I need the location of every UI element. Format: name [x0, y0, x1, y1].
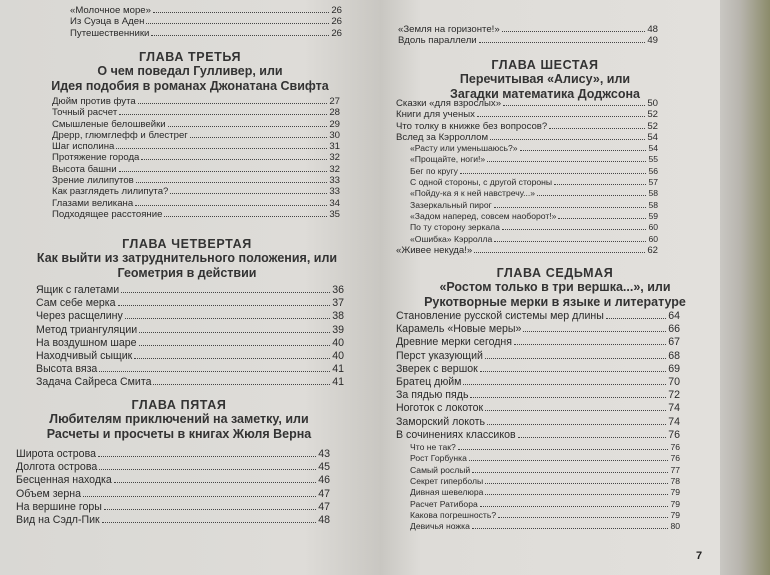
toc-entry-label: Объем зерна	[16, 487, 81, 500]
leader-dots	[487, 424, 666, 425]
toc-entry-label: «Живее некуда!»	[396, 244, 473, 256]
toc-entry-page: 26	[331, 27, 342, 39]
toc-entry	[396, 154, 658, 165]
leader-dots	[99, 469, 316, 470]
toc-entry	[52, 141, 340, 152]
chapter-heading: ГЛАВА СЕДЬМАЯ	[496, 266, 614, 280]
leader-dots	[549, 128, 645, 129]
toc-entry	[396, 487, 680, 498]
leader-dots	[125, 318, 330, 319]
leader-dots	[537, 195, 646, 196]
leader-dots	[102, 522, 317, 523]
toc-entry	[396, 453, 680, 464]
chapter6-entries	[396, 98, 658, 256]
toc-entry-label: Подходящее расстояние	[52, 208, 163, 220]
toc-entry-label: Широта острова	[16, 448, 96, 460]
toc-entry-page: 79	[670, 509, 680, 520]
leader-dots	[485, 483, 668, 484]
chapter3-header	[40, 50, 340, 94]
toc-entry-page: 27	[329, 96, 340, 107]
leader-dots	[498, 517, 668, 518]
toc-entry	[52, 175, 340, 186]
toc-entry-page: 79	[670, 487, 680, 498]
toc-entry-page: 39	[332, 323, 344, 336]
toc-entry	[396, 132, 658, 143]
toc-entry-label: Перст указующий	[396, 349, 483, 362]
toc-entry	[398, 35, 658, 46]
toc-entry	[396, 177, 658, 188]
toc-entry-label: Сказки «для взрослых»	[396, 98, 502, 109]
leader-dots	[477, 116, 645, 117]
toc-entry-label: Метод триангуляции	[36, 323, 138, 336]
leader-dots	[99, 371, 330, 372]
toc-entry	[70, 28, 342, 39]
toc-entry	[36, 337, 344, 350]
toc-entry-page: 74	[668, 402, 680, 415]
toc-entry	[36, 376, 344, 389]
toc-entry-label: Шаг исполина	[52, 141, 115, 153]
toc-entry-page: 33	[329, 186, 340, 198]
toc-entry-label: Смышленые белошвейки	[52, 118, 166, 130]
chapter-title-line: «Ростом только в три вершка...», или	[439, 280, 671, 294]
toc-entry-label: Глазами великана	[52, 197, 134, 209]
toc-entry-label: Бесценная находка	[16, 474, 112, 487]
toc-entry	[396, 143, 658, 154]
toc-entry-page: 52	[647, 109, 658, 121]
leader-dots	[554, 184, 646, 185]
toc-entry	[396, 499, 680, 510]
toc-entry-label: Дюйм против фута	[52, 96, 136, 107]
leader-dots	[606, 318, 666, 319]
toc-entry	[396, 376, 680, 389]
toc-entry	[396, 222, 658, 233]
toc-entry-label: Протяжение города	[52, 152, 140, 164]
chapter-title-line: Загадки математика Доджсона	[449, 87, 640, 101]
toc-entry-page: 55	[648, 154, 658, 165]
toc-entry-label: Что толку в книжке без вопросов?	[396, 120, 548, 132]
toc-entry	[396, 521, 680, 532]
leader-dots	[118, 305, 331, 306]
toc-entry-page: 66	[668, 323, 680, 336]
leader-dots	[458, 449, 669, 450]
leader-dots	[139, 332, 330, 333]
toc-entry	[396, 350, 680, 363]
leader-dots	[523, 331, 666, 332]
left-top-entries	[70, 5, 342, 39]
toc-entry-page: 67	[668, 336, 680, 349]
toc-entry-page: 56	[648, 165, 658, 176]
leader-dots	[190, 137, 328, 138]
page-number: 7	[696, 550, 703, 562]
toc-entry	[396, 98, 658, 109]
toc-entry	[398, 24, 658, 35]
leader-dots	[494, 241, 646, 242]
leader-dots	[83, 496, 316, 497]
toc-entry	[396, 211, 658, 222]
toc-entry	[16, 501, 330, 514]
leader-dots	[487, 161, 646, 162]
toc-entry-page: 76	[670, 453, 680, 464]
toc-entry-page: 57	[648, 177, 658, 188]
leader-dots	[479, 42, 646, 43]
toc-entry-label: Через расщелину	[36, 310, 123, 323]
leader-dots	[480, 371, 666, 372]
page-edges	[720, 0, 770, 575]
toc-entry-page: 29	[329, 118, 340, 130]
toc-entry	[396, 465, 680, 476]
chapter5-entries	[16, 448, 330, 527]
toc-entry-page: 36	[332, 284, 344, 296]
chapter-heading: ГЛАВА ЧЕТВЕРТАЯ	[122, 237, 252, 251]
chapter-title-line: Как выйти из затруднительного положения, или	[36, 251, 338, 265]
toc-entry-label: «Пойду-ка я к ней навстречу...»	[410, 188, 536, 199]
toc-entry-page: 64	[668, 310, 680, 322]
leader-dots	[514, 344, 666, 345]
chapter-title-line: Геометрия в действии	[117, 266, 257, 280]
toc-entry-label: Книги для ученых	[396, 109, 475, 121]
toc-entry	[396, 166, 658, 177]
toc-entry-label: Бег по кругу	[410, 165, 458, 176]
toc-entry-label: На воздушном шаре	[36, 336, 137, 349]
toc-entry-page: 26	[331, 5, 342, 16]
leader-dots	[116, 148, 327, 149]
toc-entry-label: Вдоль параллели	[398, 35, 477, 47]
leader-dots	[485, 410, 666, 411]
leader-dots	[170, 193, 327, 194]
toc-entry	[396, 389, 680, 402]
toc-entry-label: Точный расчет	[52, 107, 118, 119]
toc-entry-page: 38	[332, 310, 344, 323]
toc-entry-page: 76	[670, 442, 680, 453]
toc-entry-page: 78	[670, 475, 680, 486]
toc-entry	[52, 96, 340, 107]
toc-entry	[52, 152, 340, 163]
toc-entry-page: 48	[318, 514, 330, 527]
toc-entry	[36, 297, 344, 310]
toc-entry-page: 37	[332, 297, 344, 310]
toc-entry	[36, 284, 344, 297]
toc-entry	[16, 514, 330, 527]
toc-entry-label: «Задом наперед, совсем наоборот!»	[410, 210, 557, 221]
toc-entry-page: 47	[318, 487, 330, 500]
toc-entry-label: Зверек с вершок	[396, 362, 478, 375]
toc-entry	[396, 416, 680, 429]
toc-entry	[396, 442, 680, 453]
leader-dots	[480, 506, 669, 507]
toc-entry-page: 26	[331, 16, 342, 28]
toc-entry	[52, 186, 340, 197]
toc-entry-label: Высота вяза	[36, 363, 98, 376]
toc-entry-page: 62	[647, 244, 658, 256]
toc-entry-page: 52	[647, 120, 658, 132]
toc-entry-page: 68	[668, 349, 680, 362]
leader-dots	[502, 229, 647, 230]
chapter6-header	[410, 58, 680, 102]
toc-entry-label: Долгота острова	[16, 461, 98, 474]
chapter-heading: ГЛАВА ПЯТАЯ	[131, 398, 227, 412]
toc-entry-label: Расчет Ратибора	[410, 498, 478, 509]
toc-entry-page: 46	[318, 474, 330, 487]
leader-dots	[485, 494, 668, 495]
toc-entry	[396, 402, 680, 415]
chapter-title-line: Рукотворные мерки в языке и литературе	[424, 295, 686, 309]
toc-entry-label: Древние мерки сегодня	[396, 336, 512, 349]
toc-entry-label: Дивная шевелюра	[410, 487, 484, 498]
right-page	[380, 0, 720, 575]
leader-dots	[153, 12, 329, 13]
leader-dots	[134, 358, 330, 359]
toc-entry	[396, 363, 680, 376]
toc-entry-page: 48	[647, 24, 658, 35]
toc-entry	[52, 209, 340, 220]
leader-dots	[472, 528, 669, 529]
leader-dots	[114, 482, 316, 483]
toc-entry-label: Дрерр, глюмглефф и блестрег	[52, 129, 188, 141]
left-page	[0, 0, 380, 575]
leader-dots	[104, 509, 316, 510]
toc-entry-page: 32	[329, 163, 340, 175]
toc-entry-label: Зазеркальный пирог	[410, 199, 492, 210]
toc-entry-label: На вершине горы	[16, 500, 102, 513]
leader-dots	[460, 173, 647, 174]
leader-dots	[520, 150, 647, 151]
toc-entry-label: «Ошибка» Кэрролла	[410, 233, 493, 244]
leader-dots	[139, 345, 331, 346]
toc-entry-page: 80	[670, 521, 680, 532]
toc-entry	[16, 474, 330, 487]
toc-entry-label: Высота башни	[52, 163, 117, 175]
toc-entry-label: Вслед за Кэрроллом	[396, 131, 489, 143]
toc-entry	[396, 188, 658, 199]
toc-entry-page: 40	[332, 336, 344, 349]
toc-entry	[396, 121, 658, 132]
leader-dots	[153, 384, 330, 385]
toc-entry-page: 43	[318, 448, 330, 460]
toc-entry-page: 30	[329, 129, 340, 141]
leader-dots	[119, 171, 328, 172]
chapter7-entries	[396, 310, 680, 532]
leader-dots	[463, 384, 666, 385]
toc-entry-label: Рост Горбунка	[410, 453, 467, 464]
toc-entry-label: Какова погрешность?	[410, 509, 497, 520]
toc-entry-page: 58	[648, 188, 658, 199]
toc-entry	[52, 119, 340, 130]
toc-entry-label: Ноготок с локоток	[396, 402, 484, 415]
toc-entry-label: За пядью пядь	[396, 389, 469, 402]
toc-entry	[36, 363, 344, 376]
toc-entry	[52, 198, 340, 209]
toc-entry	[396, 510, 680, 521]
toc-entry-label: «Прощайте, ноги!»	[410, 154, 486, 165]
toc-entry-page: 40	[332, 350, 344, 363]
toc-entry	[70, 5, 342, 16]
toc-entry	[52, 164, 340, 175]
toc-entry	[36, 324, 344, 337]
toc-entry-label: «Молочное море»	[70, 5, 151, 16]
toc-entry-page: 45	[318, 461, 330, 474]
chapter4-entries	[36, 284, 344, 390]
toc-entry	[36, 350, 344, 363]
toc-entry	[16, 488, 330, 501]
chapter-heading: ГЛАВА ТРЕТЬЯ	[138, 50, 242, 64]
toc-entry	[396, 234, 658, 245]
toc-entry-label: По ту сторону зеркала	[410, 222, 500, 233]
toc-entry-label: Девичья ножка	[410, 521, 470, 532]
toc-entry	[396, 476, 680, 487]
toc-entry-page: 34	[329, 197, 340, 209]
toc-entry	[52, 130, 340, 141]
toc-entry-label: Зрение лилипутов	[52, 175, 134, 187]
toc-entry-page: 60	[648, 233, 658, 244]
toc-entry-page: 58	[648, 199, 658, 210]
chapter-title-line: Любителям приключений на заметку, или	[49, 412, 309, 426]
toc-entry-page: 32	[329, 152, 340, 164]
leader-dots	[474, 252, 645, 253]
toc-entry-label: Ящик с галетами	[36, 284, 120, 296]
leader-dots	[121, 292, 330, 293]
toc-entry-label: Путешественники	[70, 27, 150, 39]
toc-entry-page: 60	[648, 222, 658, 233]
toc-entry-page: 35	[329, 208, 340, 220]
chapter-title-line: Идея подобия в романах Джонатана Свифта	[51, 79, 329, 93]
chapter-title-line: О чем поведал Гулливер, или	[97, 64, 283, 78]
toc-entry-page: 76	[668, 428, 680, 441]
chapter4-header	[28, 237, 346, 281]
leader-dots	[494, 207, 647, 208]
leader-dots	[146, 23, 329, 24]
toc-entry	[70, 16, 342, 27]
toc-entry	[52, 107, 340, 118]
toc-entry-page: 28	[329, 107, 340, 119]
leader-dots	[472, 472, 668, 473]
toc-entry-label: Карамель «Новые меры»	[396, 323, 522, 336]
toc-entry-label: Братец дюйм	[396, 376, 462, 389]
toc-entry-page: 47	[318, 500, 330, 513]
toc-entry-label: Самый рослый	[410, 464, 471, 475]
toc-entry	[396, 336, 680, 349]
toc-entry-page: 59	[648, 210, 658, 221]
toc-entry-label: «Расту или уменьшаюсь?»	[410, 143, 518, 154]
toc-entry-page: 79	[670, 498, 680, 509]
leader-dots	[164, 216, 327, 217]
leader-dots	[502, 31, 646, 32]
leader-dots	[490, 139, 645, 140]
toc-entry-label: Секрет гиперболы	[410, 475, 484, 486]
toc-entry-label: Что не так?	[410, 442, 456, 453]
leader-dots	[98, 456, 316, 457]
chapter5-header	[8, 398, 350, 442]
toc-entry-page: 33	[329, 175, 340, 187]
toc-entry	[16, 461, 330, 474]
toc-entry-page: 31	[329, 141, 340, 153]
leader-dots	[469, 460, 669, 461]
toc-entry	[396, 245, 658, 256]
toc-entry-label: Как разглядеть лилипута?	[52, 186, 169, 198]
toc-entry-label: В сочинениях классиков	[396, 428, 516, 441]
toc-entry-page: 41	[332, 376, 344, 389]
chapter3-entries	[52, 96, 340, 220]
toc-entry-page: 54	[648, 143, 658, 154]
toc-entry	[16, 448, 330, 461]
toc-entry	[396, 323, 680, 336]
toc-entry	[396, 200, 658, 211]
toc-entry	[396, 429, 680, 442]
toc-entry-page: 74	[668, 415, 680, 428]
leader-dots	[470, 397, 666, 398]
toc-entry-label: Задача Сайреса Смита	[36, 376, 152, 389]
toc-entry-page: 72	[668, 389, 680, 402]
right-top-entries	[398, 24, 658, 47]
toc-entry-page: 77	[670, 464, 680, 475]
leader-dots	[135, 205, 327, 206]
chapter7-header	[410, 266, 700, 310]
toc-entry-label: Вид на Сэдл-Пик	[16, 514, 100, 527]
toc-entry	[396, 310, 680, 323]
toc-entry-page: 50	[647, 98, 658, 109]
toc-entry-label: «Земля на горизонте!»	[398, 24, 500, 35]
leader-dots	[503, 105, 645, 106]
leader-dots	[168, 126, 328, 127]
leader-dots	[518, 437, 667, 438]
toc-entry-label: Становление русской системы мер длины	[396, 310, 604, 322]
chapter-title-line: Перечитывая «Алису», или	[459, 72, 631, 86]
toc-entry-page: 70	[668, 376, 680, 389]
toc-entry-label: Заморский локоть	[396, 415, 486, 428]
toc-entry-label: Находчивый сыщик	[36, 350, 133, 363]
leader-dots	[141, 159, 327, 160]
toc-entry-page: 54	[647, 131, 658, 143]
toc-entry-label: Сам себе мерка	[36, 297, 116, 310]
leader-dots	[558, 218, 646, 219]
leader-dots	[485, 358, 666, 359]
toc-entry-page: 41	[332, 363, 344, 376]
toc-entry-page: 49	[647, 35, 658, 47]
chapter-title-line: Расчеты и просчеты в книгах Жюля Верна	[46, 427, 312, 441]
leader-dots	[151, 35, 329, 36]
leader-dots	[138, 103, 328, 104]
toc-entry-label: Из Суэца в Аден	[70, 16, 145, 28]
toc-entry	[36, 310, 344, 323]
leader-dots	[119, 114, 327, 115]
toc-entry	[396, 109, 658, 120]
toc-entry-label: С одной стороны, с другой стороны	[410, 177, 553, 188]
leader-dots	[136, 182, 328, 183]
toc-entry-page: 69	[668, 362, 680, 375]
chapter-heading: ГЛАВА ШЕСТАЯ	[491, 58, 599, 72]
